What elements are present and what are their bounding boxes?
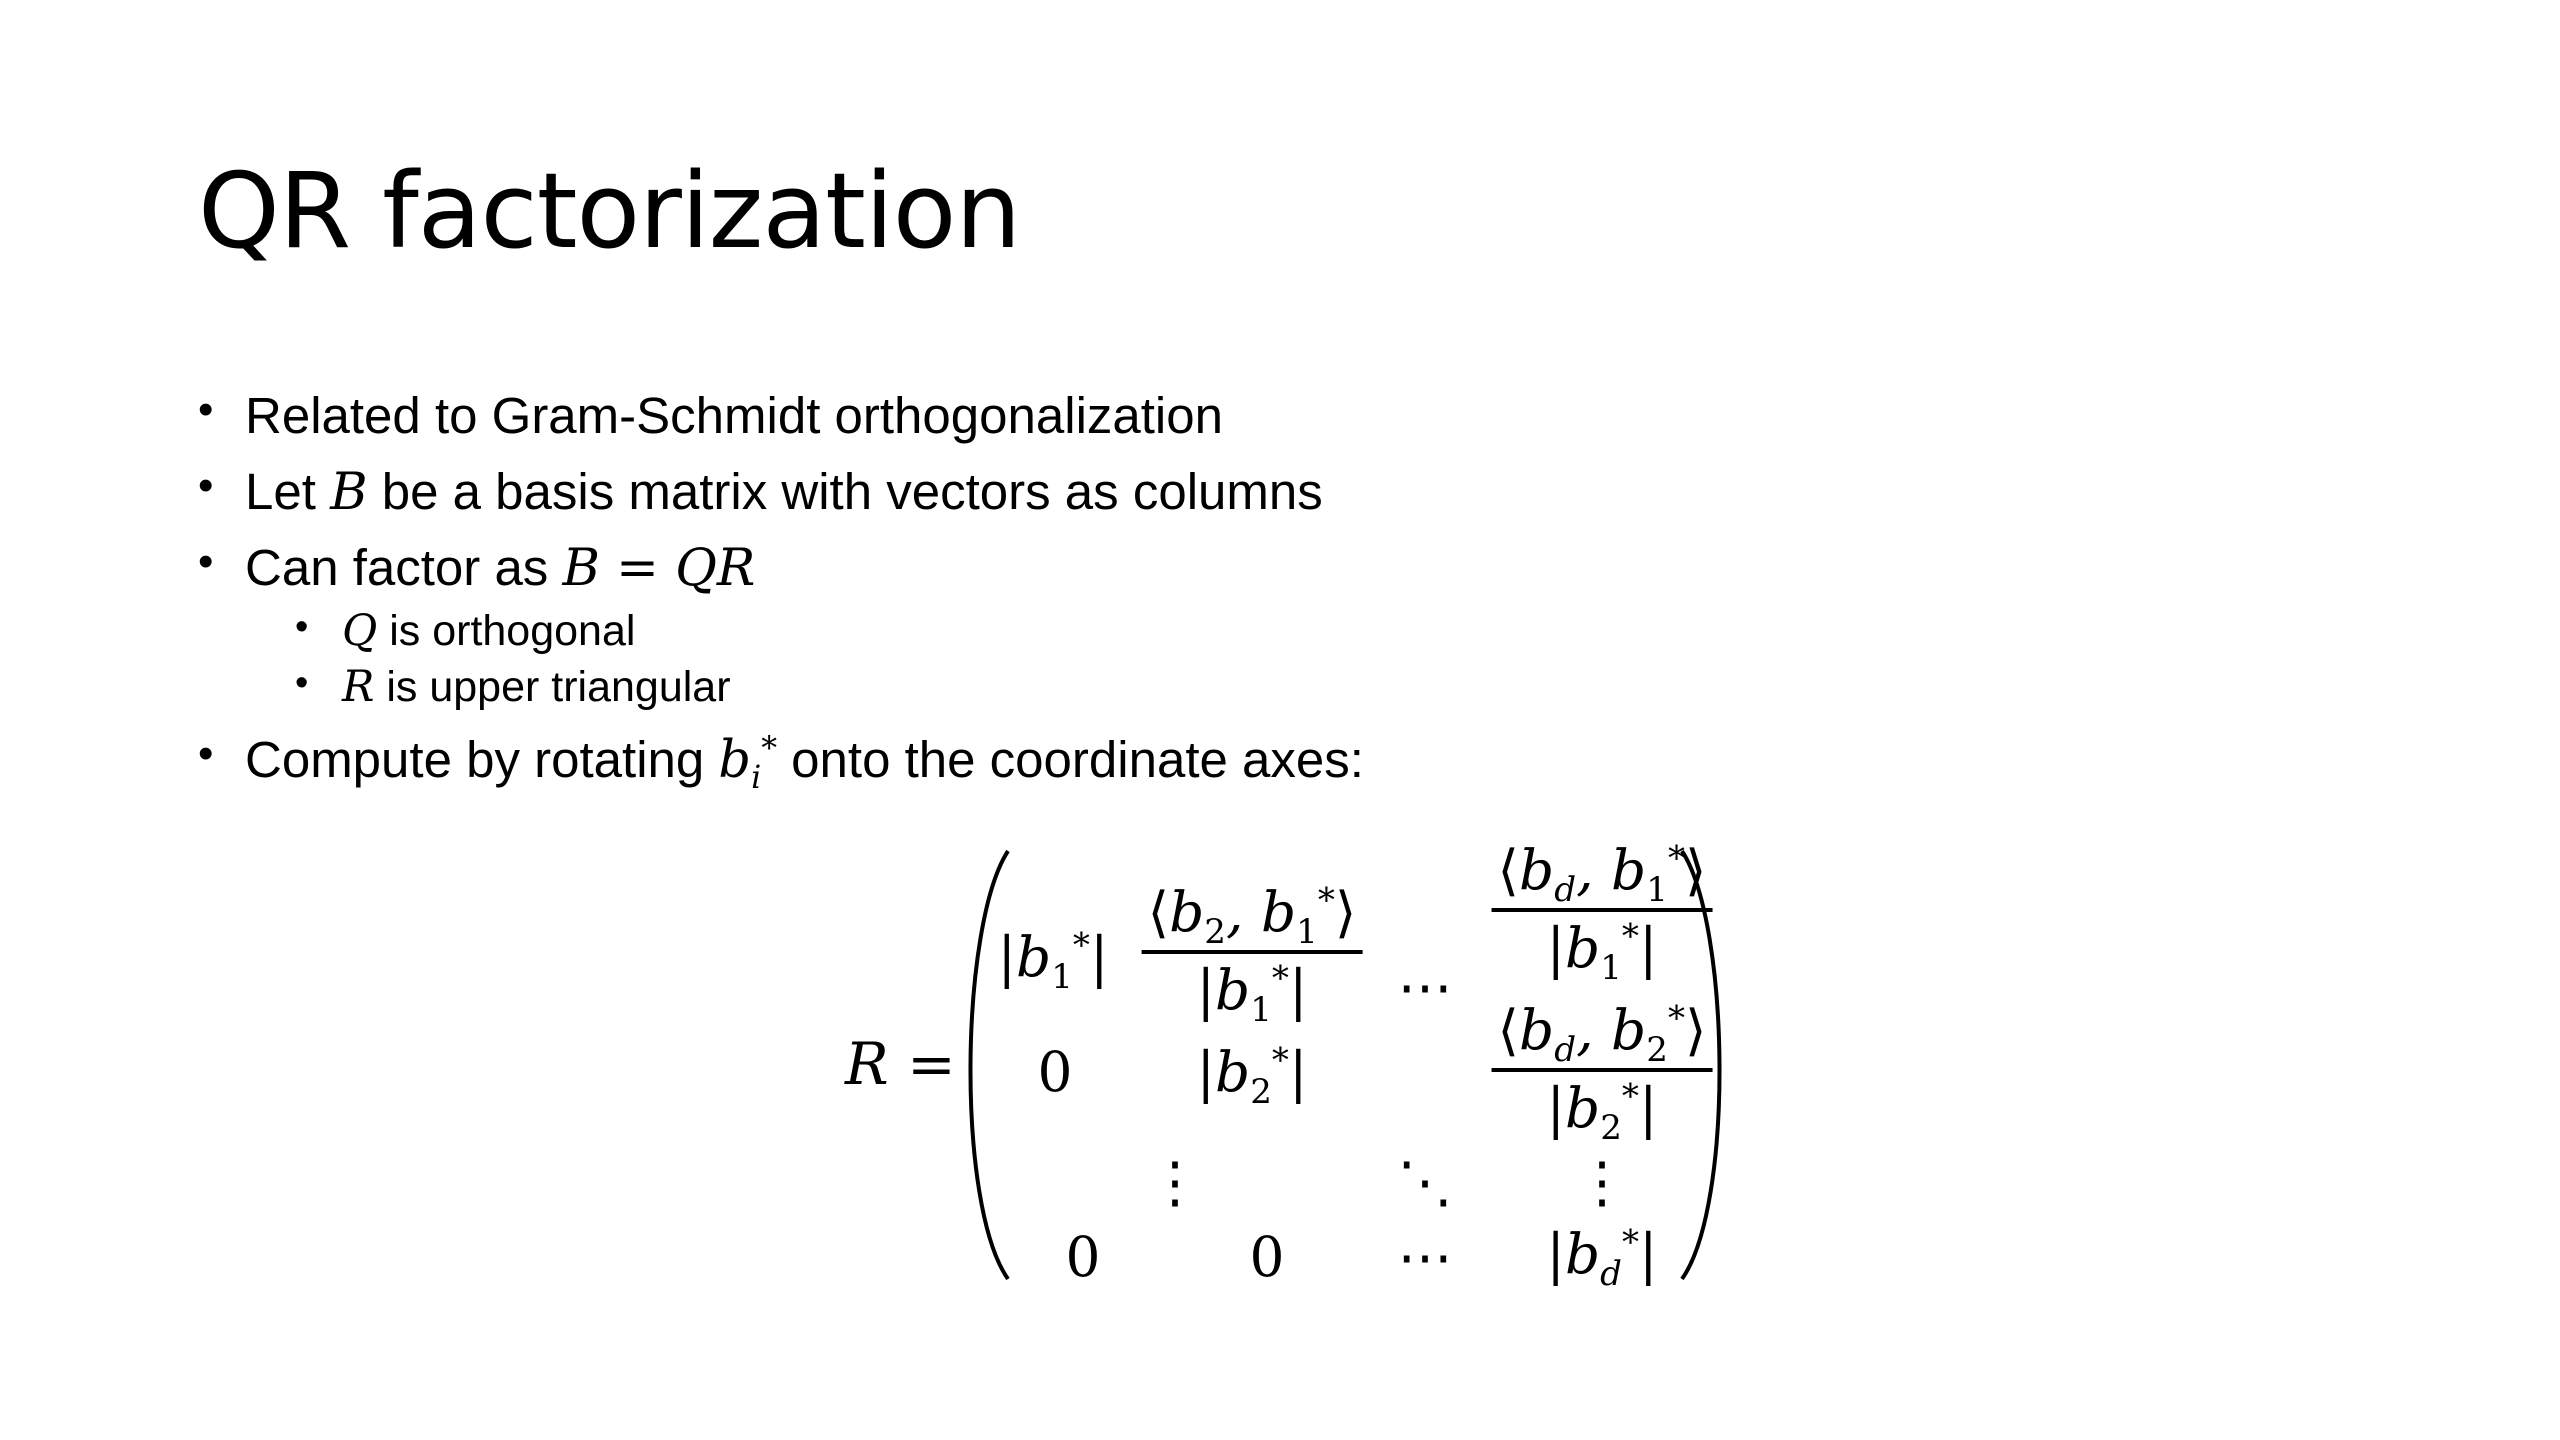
matrix-cell-r22: $|b_2^*|$ bbox=[1196, 1040, 1308, 1112]
bullet-dot: • bbox=[295, 662, 309, 704]
matrix-cell-rdd: $|b_d^*|$ bbox=[1546, 1222, 1658, 1294]
subbullet-text: is upper triangular bbox=[374, 663, 731, 711]
matrix-cell-rd1: 0 bbox=[1065, 1225, 1101, 1289]
bullet-dot: • bbox=[198, 385, 214, 434]
bullet-dot: • bbox=[198, 461, 214, 510]
bullet-dot: • bbox=[198, 729, 214, 778]
matrix-label: R = bbox=[845, 1030, 956, 1098]
slide-title: QR factorization bbox=[198, 150, 1021, 272]
bullet-dot: • bbox=[295, 606, 309, 648]
bullet-text: Compute by rotating $b_i^*$ onto the coordinate axes: bbox=[245, 731, 1364, 797]
hdots-row4: ⋯ bbox=[1397, 1225, 1453, 1289]
matrix-cell-r12: $\frac{⟨b_2, b_1^*⟩}{|b_1^*|}$ bbox=[1142, 880, 1363, 1022]
vdots-col2: ⋮ bbox=[1147, 1150, 1203, 1214]
subbullet-text: is orthogonal bbox=[377, 607, 636, 655]
hdots-row1: ⋯ bbox=[1397, 955, 1453, 1019]
bullet-text: Let B be a basis matrix with vectors as columns bbox=[245, 463, 1323, 522]
var-R: R bbox=[342, 662, 375, 712]
bullet-dot: • bbox=[198, 537, 214, 586]
ddots: ⋱ bbox=[1397, 1150, 1453, 1214]
matrix-cell-r11: $|b_1^*|$ bbox=[997, 925, 1109, 997]
vdots-col4: ⋮ bbox=[1574, 1150, 1630, 1214]
matrix-cell-rd2: 0 bbox=[1249, 1225, 1285, 1289]
var-Q: Q bbox=[342, 606, 378, 656]
matrix-cell-r2d: $\frac{⟨b_d, b_2^*⟩}{|b_2^*|}$ bbox=[1492, 998, 1713, 1140]
matrix-cell-r21: 0 bbox=[1037, 1040, 1073, 1104]
var-B: B bbox=[330, 463, 368, 522]
var-b-i-star: $b_i^*$ bbox=[718, 731, 778, 797]
matrix-cell-r1d: $\frac{⟨b_d, b_1^*⟩}{|b_1^*|}$ bbox=[1492, 838, 1713, 980]
bullet-text: Can factor as B = QR bbox=[245, 539, 756, 598]
equation-B-QR: B = QR bbox=[562, 539, 756, 598]
bullet-text: Related to Gram-Schmidt orthogonalization bbox=[245, 387, 1223, 444]
left-paren bbox=[970, 851, 1008, 1279]
